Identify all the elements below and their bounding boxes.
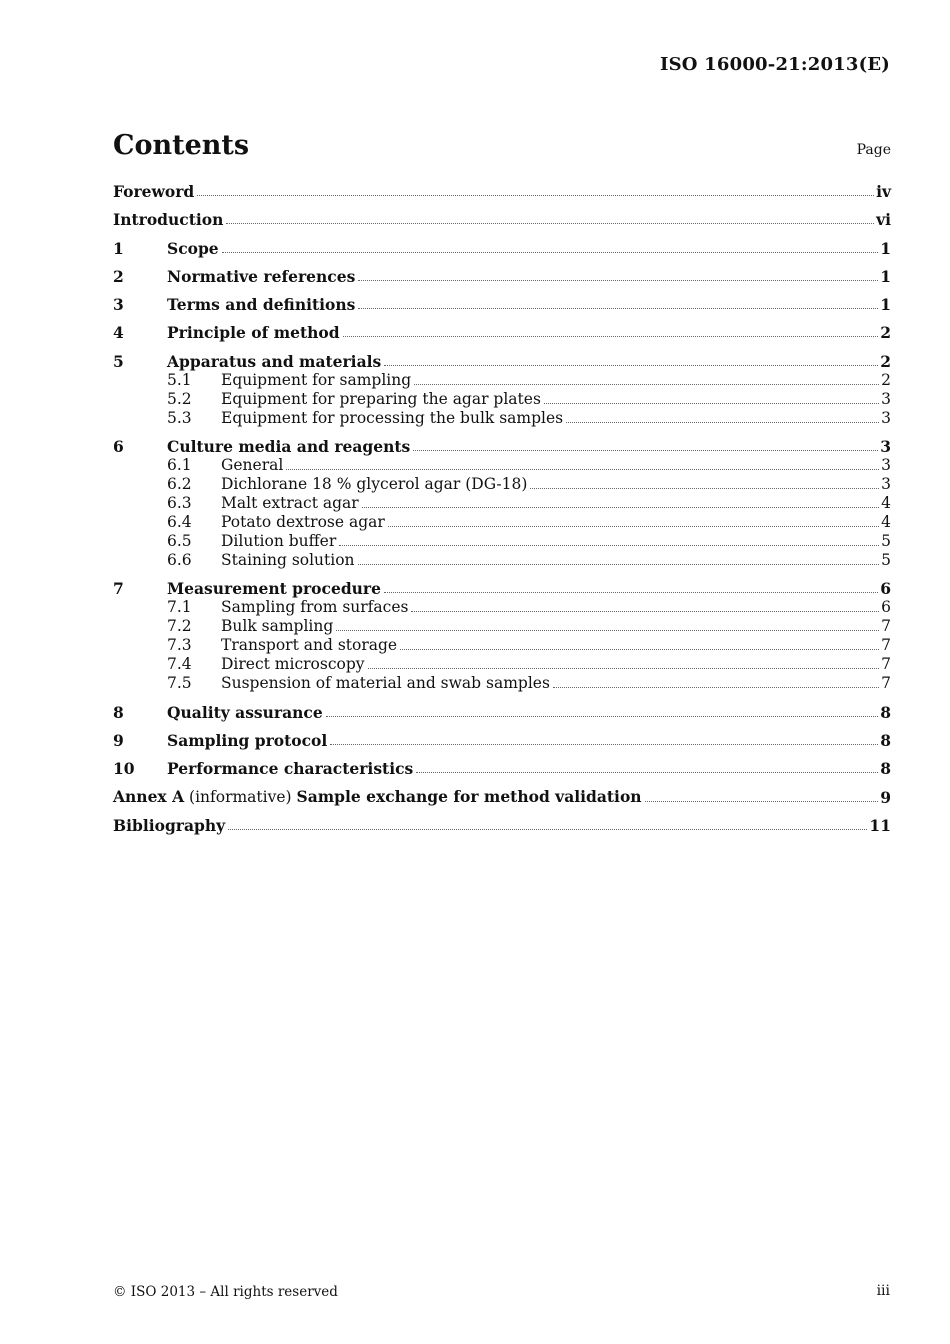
toc-entry-number: 7.1 [167, 598, 192, 617]
toc-entry-title [113, 787, 642, 807]
toc-entry-title [113, 816, 225, 835]
toc-entry-page: 9 [880, 787, 891, 807]
dot-leader [343, 336, 879, 337]
dot-leader [358, 280, 878, 281]
toc-entry-title-text: Dilution buffer [221, 532, 337, 551]
toc-entry[interactable] [113, 816, 891, 835]
toc-entry[interactable] [113, 617, 891, 636]
toc-entry-title [221, 456, 283, 475]
toc-entry-title-text: Direct microscopy [221, 655, 365, 674]
toc-entry-number: 2 [113, 266, 124, 286]
toc-entry-title-text: Malt extract agar [221, 494, 359, 513]
toc-entry-title-text: Equipment for preparing the agar plates [221, 389, 541, 408]
toc-entry-page: 5 [881, 551, 891, 570]
toc-entry[interactable] [113, 513, 891, 532]
toc-entry-number: 5 [113, 351, 124, 371]
toc-entry-number: 6.5 [167, 532, 192, 551]
dot-leader [358, 564, 880, 565]
toc-entry-title-text: Performance characteristics [167, 759, 414, 779]
toc-entry[interactable] [113, 295, 891, 314]
toc-entry-title [221, 551, 355, 570]
toc-entry[interactable] [113, 636, 891, 655]
toc-entry[interactable] [113, 674, 891, 693]
toc-entry-title-text: Foreword [113, 182, 195, 201]
toc-entry-page: 4 [881, 513, 891, 532]
toc-entry-title-text: Staining solution [221, 551, 355, 570]
toc-entry-title-text: Annex A [113, 786, 185, 806]
toc-entry-title [221, 409, 563, 428]
toc-entry-title [221, 617, 333, 636]
toc-entry-page: 7 [881, 674, 891, 693]
toc-entry-title-text: Bibliography [113, 815, 226, 835]
toc-entry-title [113, 210, 223, 229]
toc-entry-title-text: Potato dextrose agar [221, 513, 385, 532]
dot-leader [414, 384, 879, 385]
toc-entry[interactable] [113, 494, 891, 513]
toc-entry[interactable] [113, 703, 891, 722]
toc-entry[interactable] [113, 475, 891, 494]
toc-entry[interactable] [113, 409, 891, 428]
toc-entry[interactable] [113, 352, 891, 371]
toc-entry-number: 6.6 [167, 551, 192, 570]
toc-entry-page: 4 [881, 494, 891, 513]
toc-entry-page: 8 [880, 702, 891, 722]
dot-leader [411, 611, 879, 612]
toc-entry-page: 7 [881, 655, 891, 674]
toc-entry-title [221, 532, 336, 551]
toc-entry-page: 11 [869, 815, 891, 835]
toc-entry[interactable] [113, 210, 891, 229]
toc-entry-title [167, 703, 323, 722]
copyright-notice: © ISO 2013 – All rights reserved [113, 1284, 338, 1300]
toc-entry-number: 9 [113, 730, 124, 750]
toc-entry-title [221, 513, 385, 532]
toc-entry-title-text: Principle of method [167, 323, 340, 343]
dot-leader [388, 526, 879, 527]
toc-entry-number: 7.5 [167, 674, 192, 693]
document-id: ISO 16000-21:2013(E) [659, 54, 890, 75]
toc-entry-page: 8 [880, 759, 891, 779]
toc-entry[interactable] [113, 788, 891, 807]
toc-entry-title [167, 579, 381, 598]
toc-entry-number: 7.3 [167, 636, 192, 655]
dot-leader [413, 450, 878, 451]
toc-entry-title [167, 352, 381, 371]
toc-entry-number: 3 [113, 295, 124, 315]
dot-leader [228, 829, 867, 830]
dot-leader [326, 716, 879, 717]
toc-entry-title [167, 323, 340, 342]
toc-entry-title [221, 655, 365, 674]
dot-leader [400, 649, 879, 650]
dot-leader [384, 365, 878, 366]
toc-entry-title-text: Equipment for processing the bulk samples [221, 408, 564, 427]
toc-entry[interactable] [113, 579, 891, 598]
toc-entry-title-text: Normative references [167, 266, 356, 286]
toc-entry-title [167, 267, 355, 286]
toc-entry-page: 7 [881, 617, 891, 636]
toc-entry-title-text: Quality assurance [167, 702, 323, 722]
toc-entry-title-text: Sampling protocol [167, 730, 328, 750]
toc-entry[interactable] [113, 437, 891, 456]
dot-leader [645, 801, 879, 802]
contents-header [113, 130, 891, 161]
toc-entry-title [167, 759, 413, 778]
toc-entry-title [221, 494, 359, 513]
toc-entry-page: 3 [881, 408, 891, 427]
toc-entry-title-text: Measurement procedure [167, 579, 381, 599]
footer-page-number: iii [876, 1283, 890, 1299]
dot-leader [330, 744, 878, 745]
dot-leader [416, 772, 878, 773]
toc-entry-page: 6 [880, 579, 891, 599]
toc-entry-title-text: Introduction [113, 210, 224, 230]
dot-leader [362, 507, 879, 508]
toc-entry-page: 1 [880, 295, 891, 315]
toc-entry-page: 7 [881, 636, 891, 655]
toc-entry-page: 1 [880, 238, 891, 258]
toc-entry-title-text: Scope [167, 238, 219, 258]
toc-entry-title [221, 390, 541, 409]
dot-leader [566, 422, 879, 423]
dot-leader [368, 668, 880, 669]
toc-entry[interactable] [113, 551, 891, 570]
toc-entry-number: 6.2 [167, 475, 192, 494]
dot-leader [339, 545, 879, 546]
dot-leader [544, 403, 879, 404]
toc-entry-title [221, 598, 408, 617]
toc-entry-number: 4 [113, 323, 124, 343]
toc-entry-number: 8 [113, 702, 124, 722]
toc-entry-title-text: Suspension of material and swab samples [221, 674, 550, 693]
dot-leader [222, 252, 879, 253]
toc-entry-number: 7.4 [167, 655, 192, 674]
toc-entry-number: 1 [113, 238, 124, 258]
toc-entry[interactable] [113, 182, 891, 201]
toc-entry-title [113, 182, 194, 201]
toc-entry-title [221, 371, 411, 390]
dot-leader [553, 687, 879, 688]
toc-entry-title-text: Apparatus and materials [167, 351, 382, 371]
toc-entry-number: 10 [113, 759, 135, 779]
toc-entry-title [167, 239, 219, 258]
toc-entry-number: 6.4 [167, 513, 192, 532]
contents-title: Contents [113, 130, 250, 161]
toc-entry-title-text: General [221, 456, 284, 475]
toc-entry[interactable] [113, 371, 891, 390]
toc-entry-title [167, 731, 327, 750]
toc-entry-title [221, 636, 397, 655]
toc-entry-number: 5.2 [167, 389, 192, 408]
toc-entry-number: 6.3 [167, 494, 192, 513]
toc-entry-number: 6.1 [167, 456, 192, 475]
dot-leader [358, 308, 878, 309]
page-column-label: Page [856, 142, 891, 158]
toc-entry-number: 5.1 [167, 370, 192, 389]
dot-leader [530, 488, 879, 489]
toc-entry-page: 3 [881, 456, 891, 475]
toc-entry-title-text: Culture media and reagents [167, 437, 411, 457]
toc-entry-page: 3 [880, 437, 891, 457]
toc-entry[interactable] [113, 532, 891, 551]
toc-entry-page: 3 [881, 475, 891, 494]
toc-entry-title-text: Sampling from surfaces [221, 598, 409, 617]
toc-entry-title [167, 437, 410, 456]
toc-entry-page: 2 [880, 351, 891, 371]
toc-entry[interactable] [113, 655, 891, 674]
toc-entry-number: 7.2 [167, 617, 192, 636]
toc-entry-title-text: Dichlorane 18 % glycerol agar (DG-18) [221, 475, 528, 494]
dot-leader [286, 469, 879, 470]
toc-entry[interactable] [113, 267, 891, 286]
toc-entry-number: 7 [113, 579, 124, 599]
toc-entry-page: 8 [880, 730, 891, 750]
toc-entry-title [167, 295, 355, 314]
toc-entry[interactable] [113, 390, 891, 409]
toc-entry-page: 6 [881, 598, 891, 617]
toc-entry[interactable] [113, 323, 891, 342]
toc-entry[interactable] [113, 759, 891, 778]
toc-entry-number: 5.3 [167, 408, 192, 427]
toc-entry-title-text: Equipment for sampling [221, 370, 412, 389]
toc-entry-title-text: Bulk sampling [221, 617, 334, 636]
toc-entry-number: 6 [113, 437, 124, 457]
dot-leader [384, 592, 878, 593]
toc-entry-page: 2 [881, 370, 891, 389]
table-of-contents [113, 182, 891, 835]
dot-leader [226, 223, 874, 224]
toc-entry[interactable] [113, 456, 891, 475]
toc-entry-page: iv [876, 182, 891, 201]
toc-entry-title [221, 674, 550, 693]
dot-leader [336, 630, 879, 631]
toc-entry-title-text: Transport and storage [221, 636, 398, 655]
toc-entry-page: 3 [881, 389, 891, 408]
toc-entry-page: 5 [881, 532, 891, 551]
toc-entry-page: vi [876, 210, 891, 230]
dot-leader [197, 195, 874, 196]
toc-entry-title-text: Terms and definitions [167, 295, 356, 315]
toc-entry-title-continued: Sample exchange for method validation [296, 786, 642, 806]
toc-entry-page: 1 [880, 266, 891, 286]
toc-entry[interactable] [113, 598, 891, 617]
toc-entry[interactable] [113, 731, 891, 750]
toc-entry[interactable] [113, 239, 891, 258]
toc-entry-title [221, 475, 527, 494]
toc-entry-note: (informative) [184, 787, 297, 806]
toc-entry-page: 2 [880, 323, 891, 343]
